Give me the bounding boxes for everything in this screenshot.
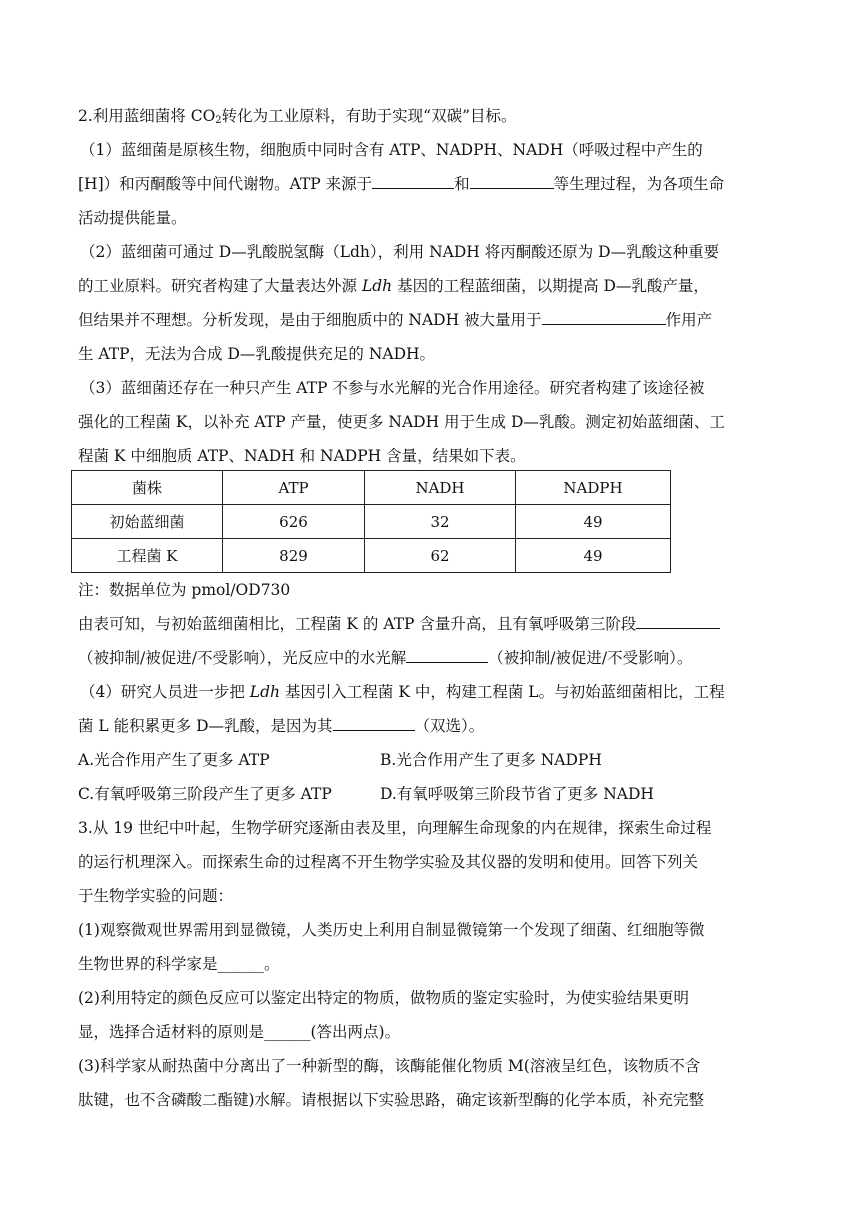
q2-part4-line2: 菌 L 能积累更多 D—乳酸，是因为其 （双选）。 bbox=[78, 717, 485, 735]
table-header-cell: NADH bbox=[365, 471, 516, 505]
answer-blank bbox=[542, 310, 666, 325]
table-header-cell: NADPH bbox=[516, 471, 671, 505]
q2-part3-line3: 程菌 K 中细胞质 ATP、NADH 和 NADPH 含量，结果如下表。 bbox=[78, 447, 526, 465]
table-header-row bbox=[72, 471, 671, 505]
q2-part1-line2: [H]）和丙酮酸等中间代谢物。ATP 来源于 和 等生理过程，为各项生命 bbox=[78, 175, 725, 193]
answer-blank bbox=[470, 174, 554, 189]
q3-sub1-line2: 生物世界的科学家是______。 bbox=[78, 955, 280, 973]
answer-blank bbox=[333, 716, 415, 731]
table-cell: 626 bbox=[223, 505, 365, 539]
q2-part1-line1: （1）蓝细菌是原核生物，细胞质中同时含有 ATP、NADPH、NADH（呼吸过程中产生的 bbox=[80, 141, 703, 159]
table-header-cell: ATP bbox=[223, 471, 365, 505]
q2-part1-line3: 活动提供能量。 bbox=[78, 209, 187, 227]
q2-part3-line2: 强化的工程菌 K，以补充 ATP 产量，使更多 NADH 用于生成 D—乳酸。测定初始蓝细菌、工 bbox=[78, 413, 725, 431]
q2-part2-line2: 的工业原料。研究者构建了大量表达外源 Ldh 基因的工程蓝细菌，以期提高 D—乳酸产量， bbox=[78, 277, 709, 295]
answer-blank bbox=[636, 614, 720, 629]
table-cell: 829 bbox=[223, 539, 365, 573]
question-3-line3: 于生物学实验的问题： bbox=[78, 887, 234, 905]
q2-part4-line1: （4）研究人员进一步把 Ldh 基因引入工程菌 K 中，构建工程菌 L。与初始蓝细菌相比，工程 bbox=[80, 683, 725, 701]
q2-part2-line1: （2）蓝细菌可通过 D—乳酸脱氢酶（Ldh），利用 NADH 将丙酮酸还原为 D—乳酸这种重要 bbox=[80, 243, 720, 261]
question-2-title: 2.利用蓝细菌将 $CO_2$转化为工业原料，有助于实现“双碳”目标。 bbox=[78, 107, 517, 126]
q2-analysis-line1: 由表可知，与初始蓝细菌相比，工程菌 K 的 ATP 含量升高，且有氧呼吸第三阶段 bbox=[78, 614, 720, 634]
question-3-line2: 的运行机理深入。而探索生命的过程离不开生物学实验及其仪器的发明和使用。回答下列关 bbox=[78, 853, 699, 871]
option-d: D.有氧呼吸第三阶段节省了更多 NADH bbox=[380, 785, 654, 803]
q3-sub1-line1: (1)观察微观世界需用到显微镜，人类历史上利用自制显微镜第一个发现了细菌、红细胞等微 bbox=[78, 921, 705, 939]
q2-part3-line1: （3）蓝细菌还存在一种只产生 ATP 不参与水光解的光合作用途径。研究者构建了该途径被 bbox=[80, 379, 705, 397]
q2-analysis-line2: （被抑制/被促进/不受影响），光反应中的水光解 （被抑制/被促进/不受影响）。 bbox=[78, 649, 693, 667]
q2-part2-line4: 生 ATP，无法为合成 D—乳酸提供充足的 NADH。 bbox=[78, 345, 436, 363]
table-cell: 62 bbox=[365, 539, 516, 573]
table-cell: 初始蓝细菌 bbox=[72, 505, 223, 539]
answer-blank bbox=[406, 648, 488, 663]
table-cell: 32 bbox=[365, 505, 516, 539]
table-cell: 工程菌 K bbox=[72, 539, 223, 573]
q3-sub3-line2: 肽键，也不含磷酸二酯键)水解。请根据以下实验思路，确定该新型酶的化学本质，补充完整 bbox=[78, 1091, 705, 1109]
table-row bbox=[72, 505, 671, 539]
table-row bbox=[72, 539, 671, 573]
table-header-cell: 菌株 bbox=[72, 471, 223, 505]
answer-blank bbox=[372, 174, 454, 189]
option-b: B.光合作用产生了更多 NADPH bbox=[380, 751, 602, 769]
question-3-line1: 3.从 19 世纪中叶起，生物学研究逐渐由表及里，向理解生命现象的内在规律，探索生命过程 bbox=[78, 819, 712, 837]
results-table bbox=[71, 470, 671, 573]
option-a: A.光合作用产生了更多 ATP bbox=[78, 751, 270, 769]
q3-sub2-line1: (2)利用特定的颜色反应可以鉴定出特定的物质，做物质的鉴定实验时，为使实验结果更明 bbox=[78, 989, 689, 1007]
table-cell: 49 bbox=[516, 505, 671, 539]
option-c: C.有氧呼吸第三阶段产生了更多 ATP bbox=[78, 785, 332, 803]
q3-sub3-line1: (3)科学家从耐热菌中分离出了一种新型的酶，该酶能催化物质 M(溶液呈红色，该物质不含 bbox=[78, 1057, 701, 1075]
table-cell: 49 bbox=[516, 539, 671, 573]
q2-part2-line3: 但结果并不理想。分析发现，是由于细胞质中的 NADH 被大量用于 作用产 bbox=[78, 311, 713, 329]
q3-sub2-line2: 显，选择合适材料的原则是______(答出两点)。 bbox=[78, 1023, 401, 1041]
table-note: 注：数据单位为 pmol/OD730 bbox=[78, 581, 291, 599]
